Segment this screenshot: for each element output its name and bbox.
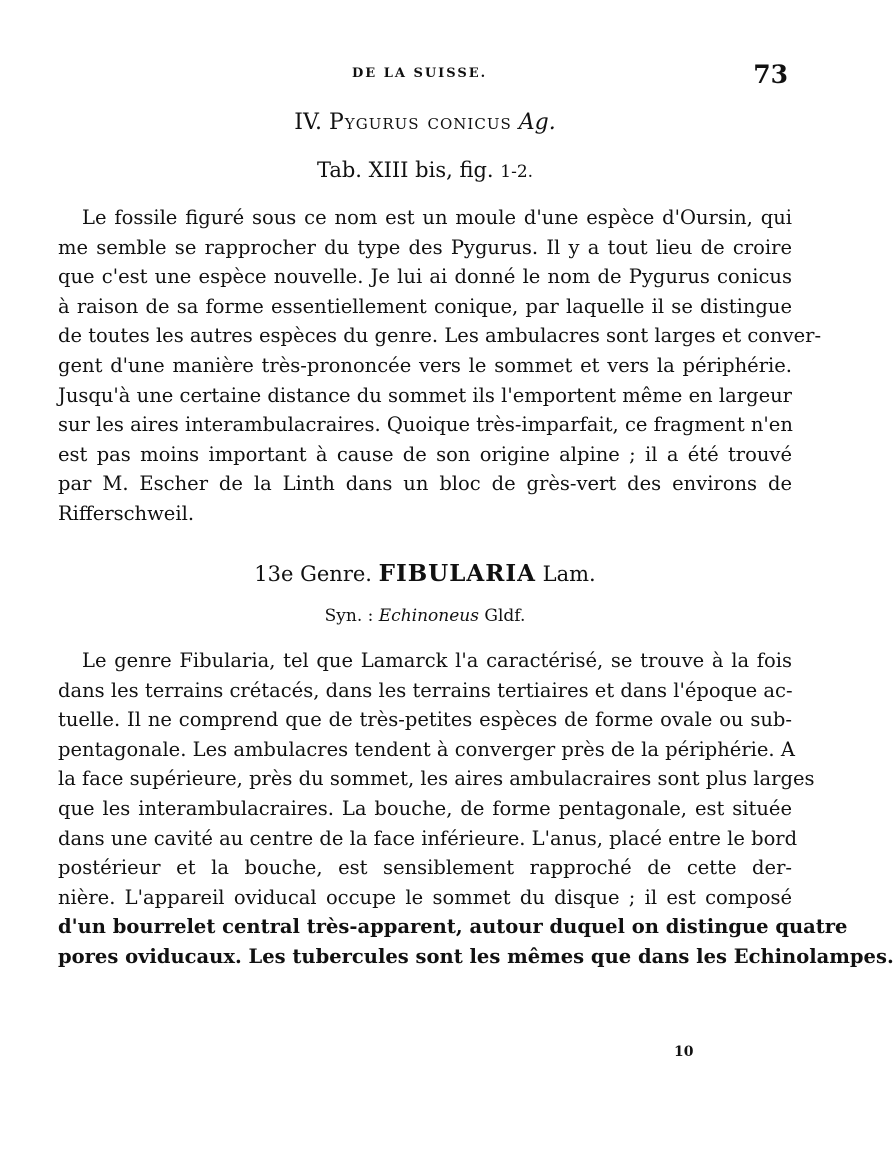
text-line: la face supérieure, près du sommet, les aires ambulacraires sont plus larges — [58, 767, 815, 791]
text-line: est pas moins important à cause de son origine alpine ; il a été trouvé — [58, 442, 792, 466]
text-line: Rifferschweil. — [58, 501, 195, 525]
text-line: Le genre Fibularia, tel que Lamarck l'a caractérisé, se trouve à la fois — [82, 649, 792, 672]
synonym-line — [0, 606, 850, 626]
text-line: Jusqu'à une certaine distance du sommet ils l'emportent même en largeur — [58, 383, 792, 407]
species-heading — [0, 110, 850, 135]
text-line: dans une cavité au centre de la face inférieure. L'anus, placé entre le bord — [58, 826, 798, 850]
running-title: DE LA SUISSE. — [352, 66, 488, 81]
text-line: me semble se rapprocher du type des Pygurus. Il y a tout lieu de croire — [58, 235, 792, 259]
text-line: postérieur et la bouche, est sensiblement rapproché de cette der- — [58, 856, 792, 880]
genus-number: 13e Genre. — [254, 562, 372, 586]
synonym-author: Gldf. — [484, 606, 526, 626]
text-line: pentagonale. Les ambulacres tendent à converger près de la périphérie. A — [58, 737, 795, 761]
text-line: que les interambulacraires. La bouche, de forme pentagonale, est située — [58, 796, 792, 820]
plate-reference — [0, 158, 850, 182]
text-line: à raison de sa forme essentiellement conique, par laquelle il se distingue — [58, 294, 792, 318]
plate-ref-text: Tab. XIII bis, fig. — [316, 158, 494, 182]
printer-signature: 10 — [674, 1044, 694, 1060]
genus-heading — [0, 560, 850, 587]
species-numeral: IV. — [294, 110, 322, 135]
text-line: par M. Escher de la Linth dans un bloc de grès-vert des environs de — [58, 472, 792, 496]
text-line: sur les aires interambulacraires. Quoique très-imparfait, ce fragment n'en — [58, 413, 793, 437]
text-line: tuelle. Il ne comprend que de très-petites espèces de forme ovale ou sub- — [58, 708, 792, 732]
figure-range: 1-2. — [500, 162, 534, 182]
text-line: de toutes les autres espèces du genre. Les ambulacres sont larges et conver- — [58, 324, 822, 348]
text-line: gent d'une manière très-prononcée vers le sommet et vers la périphérie. — [58, 353, 792, 377]
text-line: pores oviducaux. Les tubercules sont les mêmes que dans les Echinolampes. — [58, 944, 894, 968]
running-head — [0, 60, 850, 90]
species-description — [58, 203, 822, 529]
species-author: Ag. — [518, 110, 556, 135]
text-line: Le fossile figuré sous ce nom est un moule d'une espèce d'Oursin, qui — [82, 206, 792, 229]
text-line: dans les terrains crétacés, dans les terrains tertiaires et dans l'époque ac- — [58, 678, 793, 702]
text-line: que c'est une espèce nouvelle. Je lui ai donné le nom de Pygurus conicus — [58, 265, 792, 289]
page-number: 73 — [753, 60, 788, 89]
genus-author: Lam. — [542, 562, 596, 586]
text-line: nière. L'appareil oviducal occupe le sommet du disque ; il est composé — [58, 885, 792, 909]
synonym-label: Syn. : — [324, 606, 374, 626]
synonym-name: Echinoneus — [378, 606, 479, 626]
text-line: d'un bourrelet central très-apparent, autour duquel on distingue quatre — [58, 915, 848, 939]
species-name: Pygurus conicus — [329, 110, 512, 135]
genus-name: FIBULARIA — [378, 560, 536, 587]
genus-description — [58, 646, 894, 972]
